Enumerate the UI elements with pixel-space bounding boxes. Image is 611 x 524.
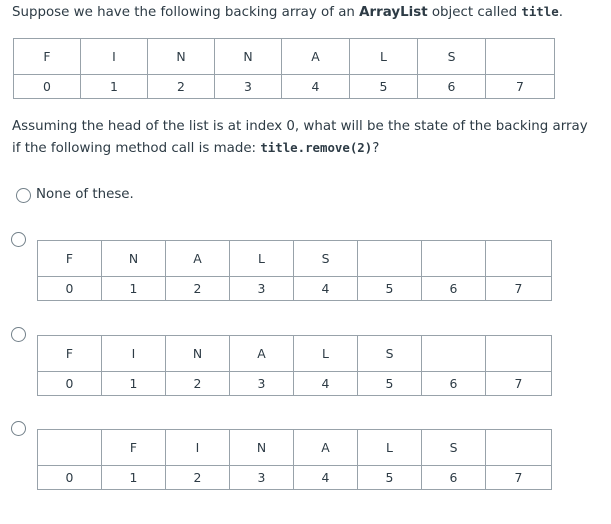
prompt-text-before: if the following method call is made: bbox=[12, 141, 261, 156]
option-d-value-cell bbox=[486, 430, 552, 466]
option-c-value-cell: F bbox=[38, 336, 102, 372]
intro-text-before: Suppose we have the following backing array of an bbox=[12, 5, 360, 20]
option-d-value-cell: N bbox=[230, 430, 294, 466]
option-b-radio[interactable] bbox=[11, 232, 26, 247]
question-prompt bbox=[12, 116, 588, 159]
initial-index-cell: 3 bbox=[215, 75, 282, 99]
option-none-label[interactable]: None of these. bbox=[36, 187, 134, 202]
prompt-line-1: Assuming the head of the list is at index 0, what will be the state of the backing array bbox=[12, 119, 588, 134]
initial-value-cell bbox=[486, 39, 555, 75]
initial-value-cell: S bbox=[418, 39, 486, 75]
prompt-method-call-code: title.remove(2) bbox=[260, 140, 373, 155]
initial-value-cell: I bbox=[81, 39, 148, 75]
option-d-value-cell: F bbox=[102, 430, 166, 466]
option-d-index-cell: 2 bbox=[166, 466, 230, 490]
option-c-index-cell: 7 bbox=[486, 372, 552, 396]
initial-value-cell: N bbox=[215, 39, 282, 75]
option-b-index-cell: 0 bbox=[38, 277, 102, 301]
option-c-index-cell: 0 bbox=[38, 372, 102, 396]
option-c-value-cell bbox=[422, 336, 486, 372]
initial-value-cell: N bbox=[148, 39, 215, 75]
initial-index-cell: 0 bbox=[14, 75, 81, 99]
option-d-value-cell bbox=[38, 430, 102, 466]
option-d-radio[interactable] bbox=[11, 421, 26, 436]
question-intro bbox=[12, 1, 563, 23]
option-c-value-cell: A bbox=[230, 336, 294, 372]
option-d-value-cell: S bbox=[422, 430, 486, 466]
initial-index-cell: 4 bbox=[282, 75, 350, 99]
option-d-index-cell: 5 bbox=[358, 466, 422, 490]
option-c-value-cell: S bbox=[358, 336, 422, 372]
option-d-index-cell: 6 bbox=[422, 466, 486, 490]
initial-index-cell: 5 bbox=[350, 75, 418, 99]
option-c-value-cell: N bbox=[166, 336, 230, 372]
option-c-index-cell: 5 bbox=[358, 372, 422, 396]
initial-index-cell: 2 bbox=[148, 75, 215, 99]
initial-index-cell: 1 bbox=[81, 75, 148, 99]
option-c-index-cell: 1 bbox=[102, 372, 166, 396]
option-d-index-cell: 4 bbox=[294, 466, 358, 490]
initial-value-cell: F bbox=[14, 39, 81, 75]
option-b-value-cell: L bbox=[230, 241, 294, 277]
option-c-array[interactable] bbox=[37, 335, 552, 396]
option-c-value-cell: I bbox=[102, 336, 166, 372]
option-d-value-cell: L bbox=[358, 430, 422, 466]
option-b-value-cell bbox=[486, 241, 552, 277]
intro-text-mid: object called bbox=[427, 5, 522, 20]
option-b-value-cell: F bbox=[38, 241, 102, 277]
option-d-index-cell: 1 bbox=[102, 466, 166, 490]
option-b-index-cell: 4 bbox=[294, 277, 358, 301]
option-b-index-cell: 6 bbox=[422, 277, 486, 301]
option-c-radio[interactable] bbox=[11, 327, 26, 342]
option-d-value-cell: A bbox=[294, 430, 358, 466]
option-b-index-cell: 1 bbox=[102, 277, 166, 301]
option-b-value-cell: N bbox=[102, 241, 166, 277]
option-b-index-cell: 2 bbox=[166, 277, 230, 301]
option-d-index-cell: 0 bbox=[38, 466, 102, 490]
option-c-value-cell bbox=[486, 336, 552, 372]
option-b-value-cell: S bbox=[294, 241, 358, 277]
option-d-index-cell: 7 bbox=[486, 466, 552, 490]
option-c-index-cell: 4 bbox=[294, 372, 358, 396]
option-d-index-cell: 3 bbox=[230, 466, 294, 490]
option-c-index-cell: 6 bbox=[422, 372, 486, 396]
option-d-array[interactable] bbox=[37, 429, 552, 490]
option-b-index-cell: 7 bbox=[486, 277, 552, 301]
intro-class-name: ArrayList bbox=[359, 5, 428, 20]
initial-index-cell: 7 bbox=[486, 75, 555, 99]
option-c-index-cell: 2 bbox=[166, 372, 230, 396]
option-b-index-cell: 3 bbox=[230, 277, 294, 301]
intro-variable-code: title bbox=[521, 4, 559, 19]
prompt-line-2 bbox=[12, 137, 588, 159]
option-b-array[interactable] bbox=[37, 240, 552, 301]
intro-text-end: . bbox=[558, 5, 563, 20]
initial-index-cell: 6 bbox=[418, 75, 486, 99]
option-b-value-cell: A bbox=[166, 241, 230, 277]
initial-backing-array bbox=[13, 38, 555, 99]
option-b-value-cell bbox=[358, 241, 422, 277]
option-none-radio[interactable] bbox=[16, 188, 31, 203]
option-b-value-cell bbox=[422, 241, 486, 277]
option-c-index-cell: 3 bbox=[230, 372, 294, 396]
option-d-value-cell: I bbox=[166, 430, 230, 466]
option-b-index-cell: 5 bbox=[358, 277, 422, 301]
initial-value-cell: A bbox=[282, 39, 350, 75]
option-c-value-cell: L bbox=[294, 336, 358, 372]
initial-value-cell: L bbox=[350, 39, 418, 75]
prompt-text-end: ? bbox=[372, 141, 380, 156]
